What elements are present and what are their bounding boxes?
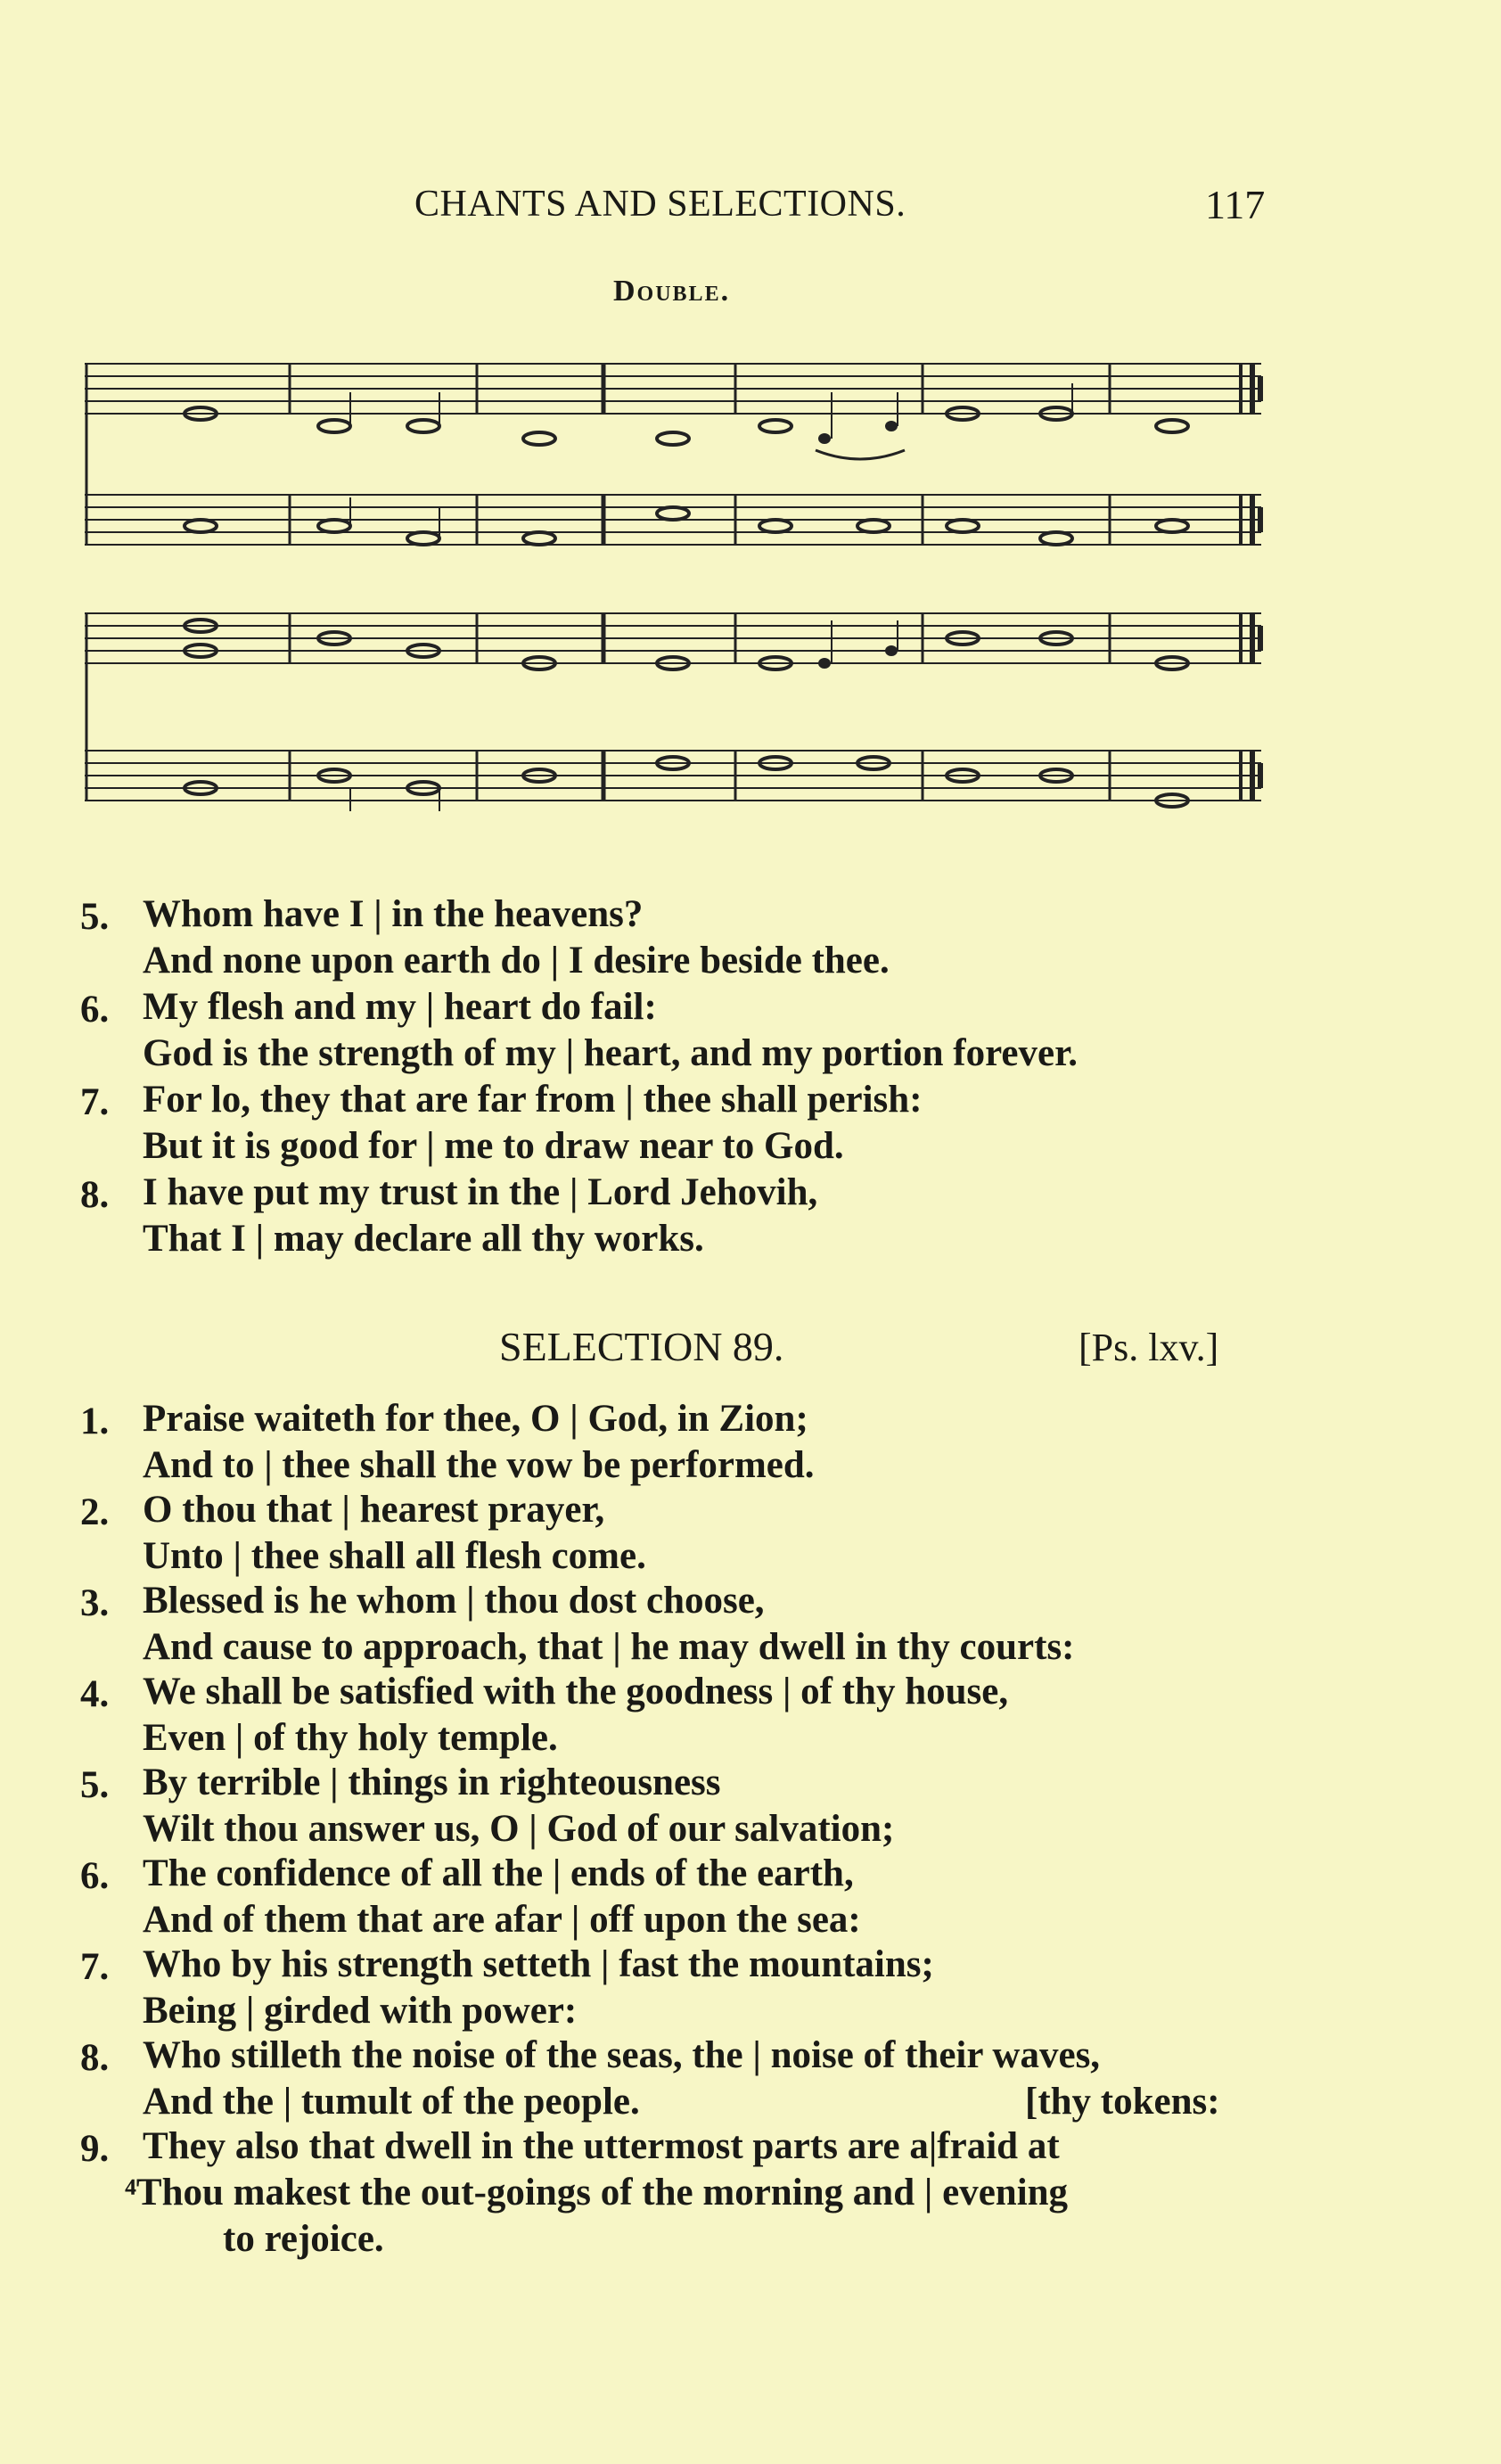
verse-line: And cause to approach, that | he may dwell in thy courts: xyxy=(143,1626,1075,1668)
verse-line: O thou that | hearest prayer, xyxy=(143,1489,605,1531)
staff-system-2 xyxy=(85,613,1261,801)
verse-line: Wilt thou answer us, O | God of our salvation; xyxy=(143,1808,895,1850)
notes xyxy=(185,407,1188,807)
verse-line: Being | girded with power: xyxy=(143,1990,578,2032)
verse-line: Praise waiteth for thee, O | God, in Zion; xyxy=(143,1398,808,1440)
chant-music-score xyxy=(85,339,1279,838)
verse-line-continuation: [thy tokens: xyxy=(1025,2081,1220,2123)
verse-number: 1. xyxy=(80,1400,110,1442)
verse-line: Unto | thee shall all flesh come. xyxy=(143,1535,646,1577)
verse-line: And to | thee shall the vow be performed. xyxy=(143,1444,815,1486)
verse-line: We shall be satisfied with the goodness | of thy house, xyxy=(143,1671,1009,1712)
verse-number: 5. xyxy=(80,896,110,938)
verse-number: 4. xyxy=(80,1673,110,1715)
verse-number: 5. xyxy=(80,1764,110,1806)
verse-line: And of them that are afar | off upon the sea: xyxy=(143,1899,861,1941)
verse-number: 2. xyxy=(80,1491,110,1533)
verse-line: That I | may declare all thy works. xyxy=(143,1218,704,1260)
slur xyxy=(816,450,905,459)
verse-line: And none upon earth do | I desire beside thee. xyxy=(143,940,890,981)
verse-line: The confidence of all the | ends of the earth, xyxy=(143,1852,854,1894)
music-staff-svg xyxy=(85,339,1279,838)
verse-number: 8. xyxy=(80,1174,110,1216)
barlines xyxy=(86,364,1252,801)
chant-label xyxy=(613,275,730,308)
verse-line: They also that dwell in the uttermost parts are a|fraid at xyxy=(143,2125,1060,2167)
verse-number: 9. xyxy=(80,2128,110,2170)
verse-line: For lo, they that are far from | thee shall perish: xyxy=(143,1079,923,1121)
verse-line: Who by his strength setteth | fast the mountains; xyxy=(143,1943,934,1985)
verse-line: ⁴Thou makest the out-goings of the morning and | evening xyxy=(125,2172,1069,2213)
selection-title: SELECTION 89. xyxy=(499,1324,784,1369)
verse-number: 7. xyxy=(80,1946,110,1988)
page-number: 117 xyxy=(1205,182,1266,227)
verse-line: God is the strength of my | heart, and my portion forever. xyxy=(143,1032,1078,1074)
verse-line: And the | tumult of the people. xyxy=(143,2081,640,2123)
final-repeat-marks xyxy=(1258,376,1263,788)
verse-line: to rejoice. xyxy=(223,2218,384,2260)
verse-line: But it is good for | me to draw near to God. xyxy=(143,1125,844,1167)
verse-line: Whom have I | in the heavens? xyxy=(143,893,644,935)
note-stems xyxy=(350,383,1072,811)
running-header-title: CHANTS AND SELECTIONS. xyxy=(414,184,906,225)
verse-line: Even | of thy holy temple. xyxy=(143,1717,558,1759)
selection-reference: [Ps. lxv.] xyxy=(1079,1326,1219,1369)
chant-label-text: Double. xyxy=(613,275,731,308)
verse-number: 7. xyxy=(80,1081,110,1123)
verse-number: 6. xyxy=(80,989,110,1031)
verse-line: Who stilleth the noise of the seas, the | noise of their waves, xyxy=(143,2034,1101,2076)
verse-line: My flesh and my | heart do fail: xyxy=(143,986,657,1028)
verse-line: By terrible | things in righteousness xyxy=(143,1762,721,1803)
verse-number: 8. xyxy=(80,2037,110,2079)
verse-number: 6. xyxy=(80,1855,110,1897)
staff-system-1 xyxy=(85,364,1261,545)
verse-number: 3. xyxy=(80,1582,110,1624)
verse-line: Blessed is he whom | thou dost choose, xyxy=(143,1580,765,1622)
verse-line: I have put my trust in the | Lord Jehovih, xyxy=(143,1171,818,1213)
